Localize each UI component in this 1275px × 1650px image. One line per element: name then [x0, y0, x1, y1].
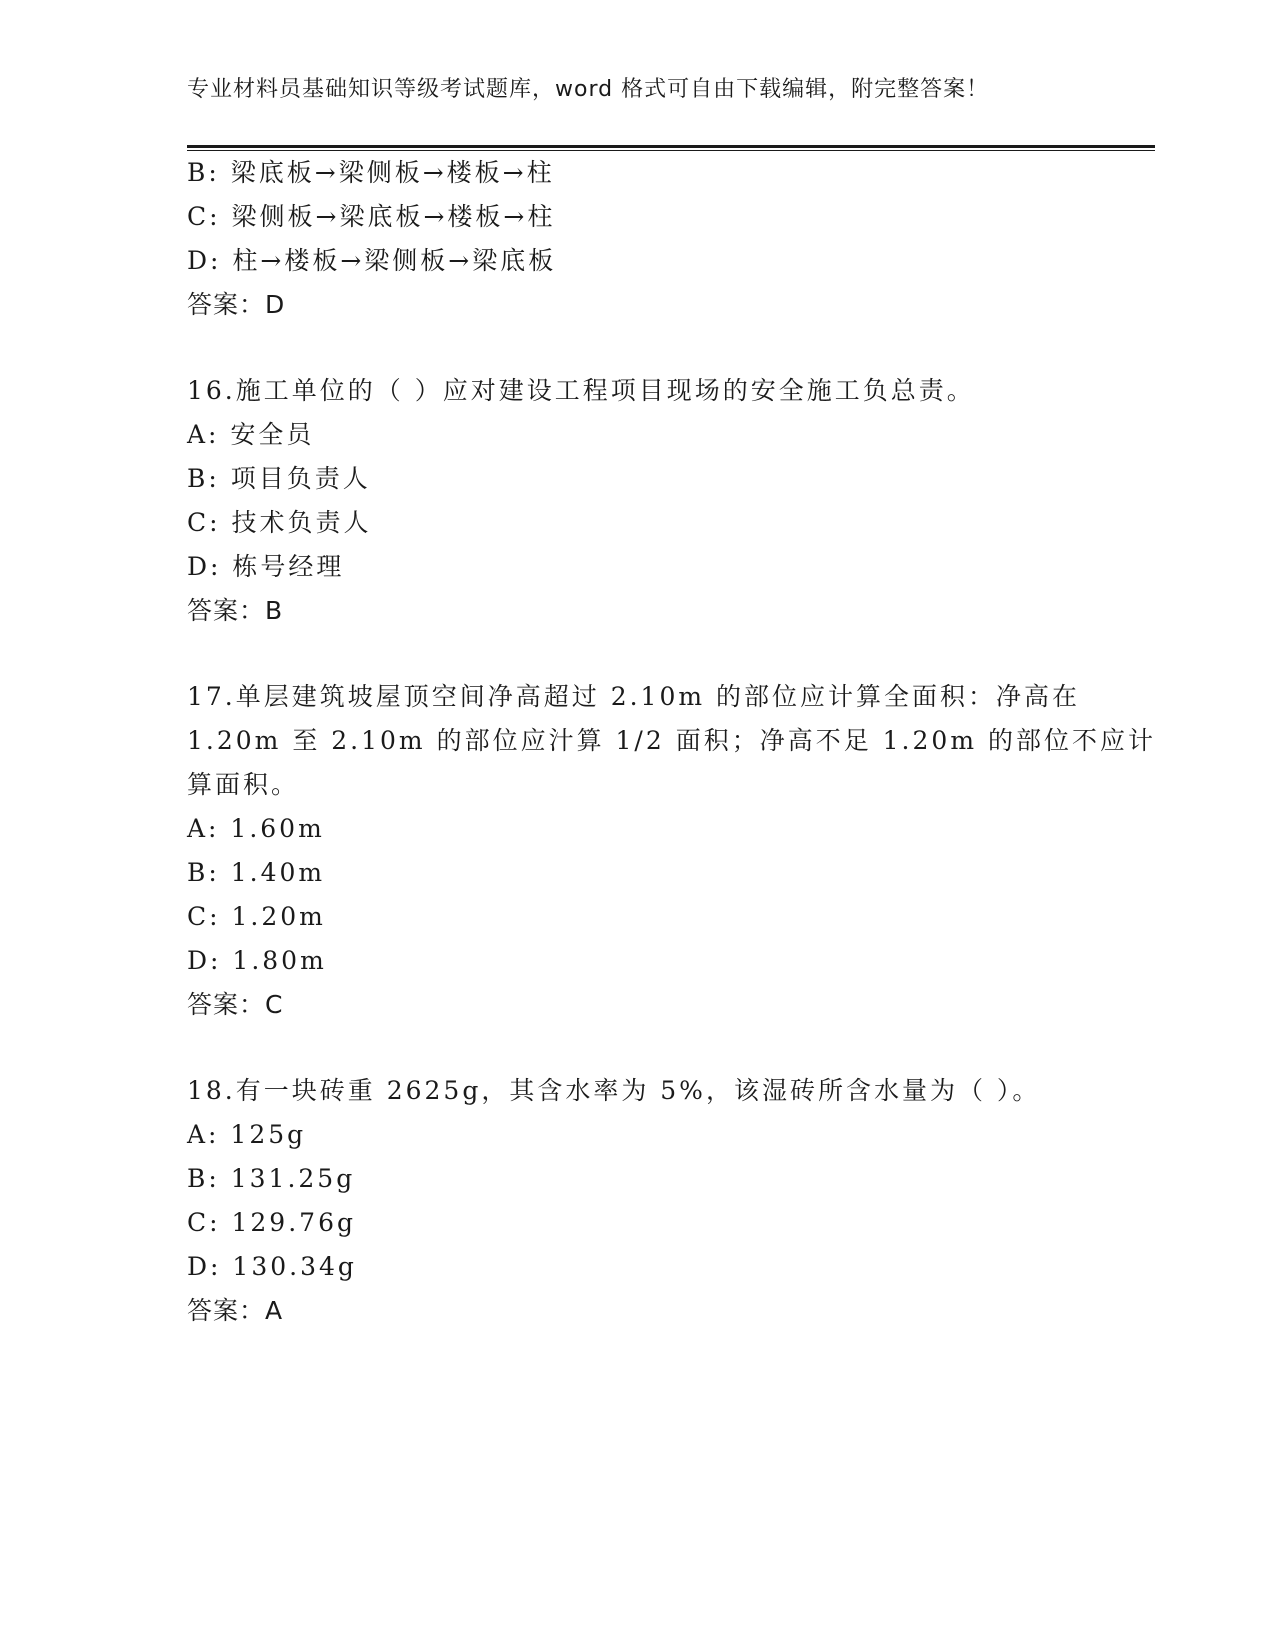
- q16-option-c: C: 技术负责人: [187, 508, 372, 537]
- q18-option-b: B: 131.25g: [187, 1164, 356, 1193]
- q17-stem-line-2: 1.20m 至 2.10m 的部位应汁算 1/2 面积；净高不足 1.20m 的部位不应计: [187, 726, 1156, 755]
- q18-option-d: D: 130.34g: [187, 1252, 357, 1281]
- q17-option-b: B: 1.40m: [187, 858, 326, 887]
- q16-answer: 答案：B: [187, 596, 284, 625]
- header-rule-thick: [187, 145, 1155, 148]
- q16-option-d: D: 栋号经理: [187, 552, 345, 581]
- q17-option-c: C: 1.20m: [187, 902, 326, 931]
- q16-option-a: A: 安全员: [187, 420, 315, 449]
- q18-answer: 答案：A: [187, 1296, 284, 1325]
- q18-option-c: C: 129.76g: [187, 1208, 356, 1237]
- header-rule-thin: [187, 150, 1155, 151]
- q17-option-a: A: 1.60m: [187, 814, 325, 843]
- q17-stem-line-3: 算面积。: [187, 770, 300, 799]
- page-header: 专业材料员基础知识等级考试题库，word 格式可自由下载编辑，附完整答案！: [187, 77, 990, 102]
- q18-stem: 18.有一块砖重 2625g，其含水率为 5%，该湿砖所含水量为（ ）。: [187, 1076, 1041, 1105]
- q15-option-d: D: 柱→楼板→梁侧板→梁底板: [187, 246, 557, 275]
- q17-option-d: D: 1.80m: [187, 946, 327, 975]
- q16-stem: 16.施工单位的（ ）应对建设工程项目现场的安全施工负总责。: [187, 376, 975, 405]
- q15-option-b: B: 梁底板→梁侧板→楼板→柱: [187, 158, 555, 187]
- q17-stem-line-1: 17.单层建筑坡屋顶空间净高超过 2.10m 的部位应计算全面积：净高在: [187, 682, 1081, 711]
- q15-answer: 答案：D: [187, 290, 286, 319]
- q18-option-a: A: 125g: [187, 1120, 307, 1149]
- q16-option-b: B: 项目负责人: [187, 464, 371, 493]
- q15-option-c: C: 梁侧板→梁底板→楼板→柱: [187, 202, 556, 231]
- q17-answer: 答案：C: [187, 990, 284, 1019]
